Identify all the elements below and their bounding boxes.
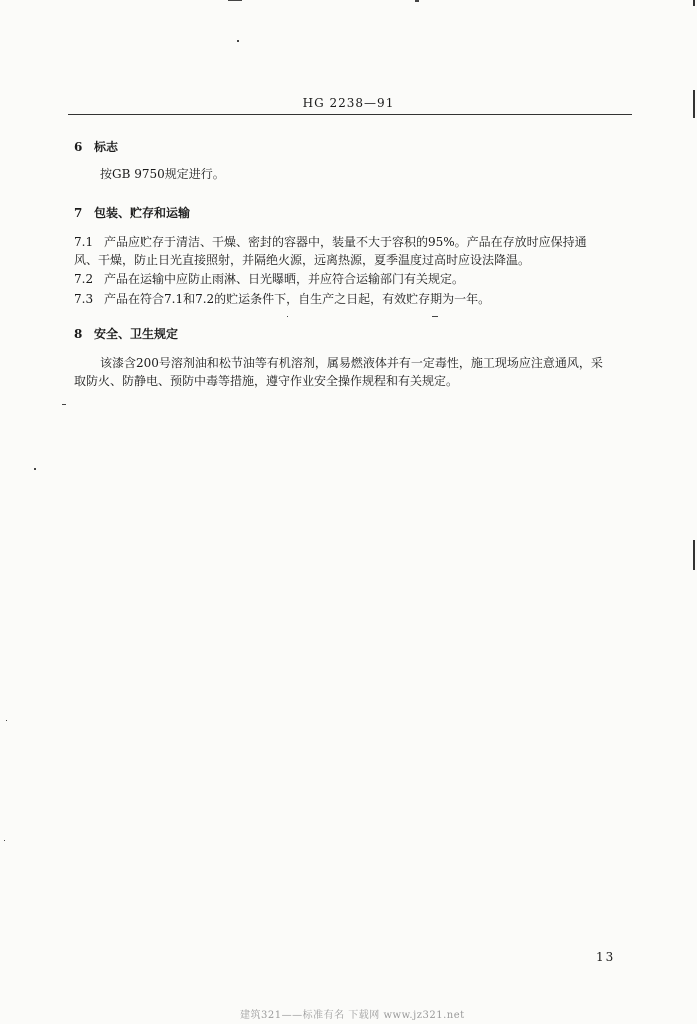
scan-speck	[228, 0, 242, 1]
section-6-body: 按GB 9750规定进行。	[100, 167, 225, 181]
standard-code: HG 2238—91	[302, 96, 395, 110]
scan-speck	[432, 316, 438, 317]
section-8-body-line1: 该漆含200号溶剂油和松节油等有机溶剂，属易燃液体并有一定毒性，施工现场应注意通风，采	[100, 356, 603, 370]
header-rule	[68, 114, 632, 115]
clause-number: 7.1	[74, 235, 94, 249]
section-title: 包装、贮存和运输	[94, 206, 191, 220]
clause-7-3	[74, 290, 634, 308]
scan-edge-mark	[693, 540, 695, 570]
scan-edge-mark	[693, 0, 695, 6]
clause-7-2	[74, 270, 634, 288]
scan-speck	[237, 40, 239, 42]
scan-speck	[62, 404, 66, 405]
section-number: 8	[74, 327, 83, 341]
scan-speck	[415, 0, 419, 2]
scan-speck	[6, 720, 7, 721]
section-7-heading	[74, 204, 190, 221]
section-title: 安全、卫生规定	[94, 327, 179, 341]
section-8-heading	[74, 325, 178, 342]
scan-speck	[34, 468, 36, 470]
clause-7-1	[74, 233, 634, 269]
scan-speck	[4, 840, 5, 841]
clause-text-line1: 产品在符合7.1和7.2的贮运条件下，自生产之日起，有效贮存期为一年。	[104, 292, 491, 306]
scan-edge-mark	[693, 90, 695, 118]
page-number: 13	[596, 950, 616, 964]
section-number: 7	[74, 206, 83, 220]
clause-number: 7.2	[74, 272, 94, 286]
scan-speck	[287, 316, 288, 317]
clause-text-line2: 风、干燥，防止日光直接照射，并隔绝火源，远离热源，夏季温度过高时应设法降温。	[74, 253, 531, 267]
section-6-heading	[74, 138, 118, 155]
section-number: 6	[74, 140, 83, 154]
clause-text-line1: 产品应贮存于清洁、干燥、密封的容器中，装量不大于容积的95%。产品在存放时应保持通	[104, 235, 587, 249]
clause-number: 7.3	[74, 292, 94, 306]
footer-watermark: 建筑321——标准有名 下载网 www.jz321.net	[240, 1010, 465, 1021]
section-title: 标志	[94, 140, 119, 154]
section-8-body-line2: 取防火、防静电、预防中毒等措施，遵守作业安全操作规程和有关规定。	[74, 374, 459, 388]
clause-text-line1: 产品在运输中应防止雨淋、日光曝晒，并应符合运输部门有关规定。	[104, 272, 465, 286]
